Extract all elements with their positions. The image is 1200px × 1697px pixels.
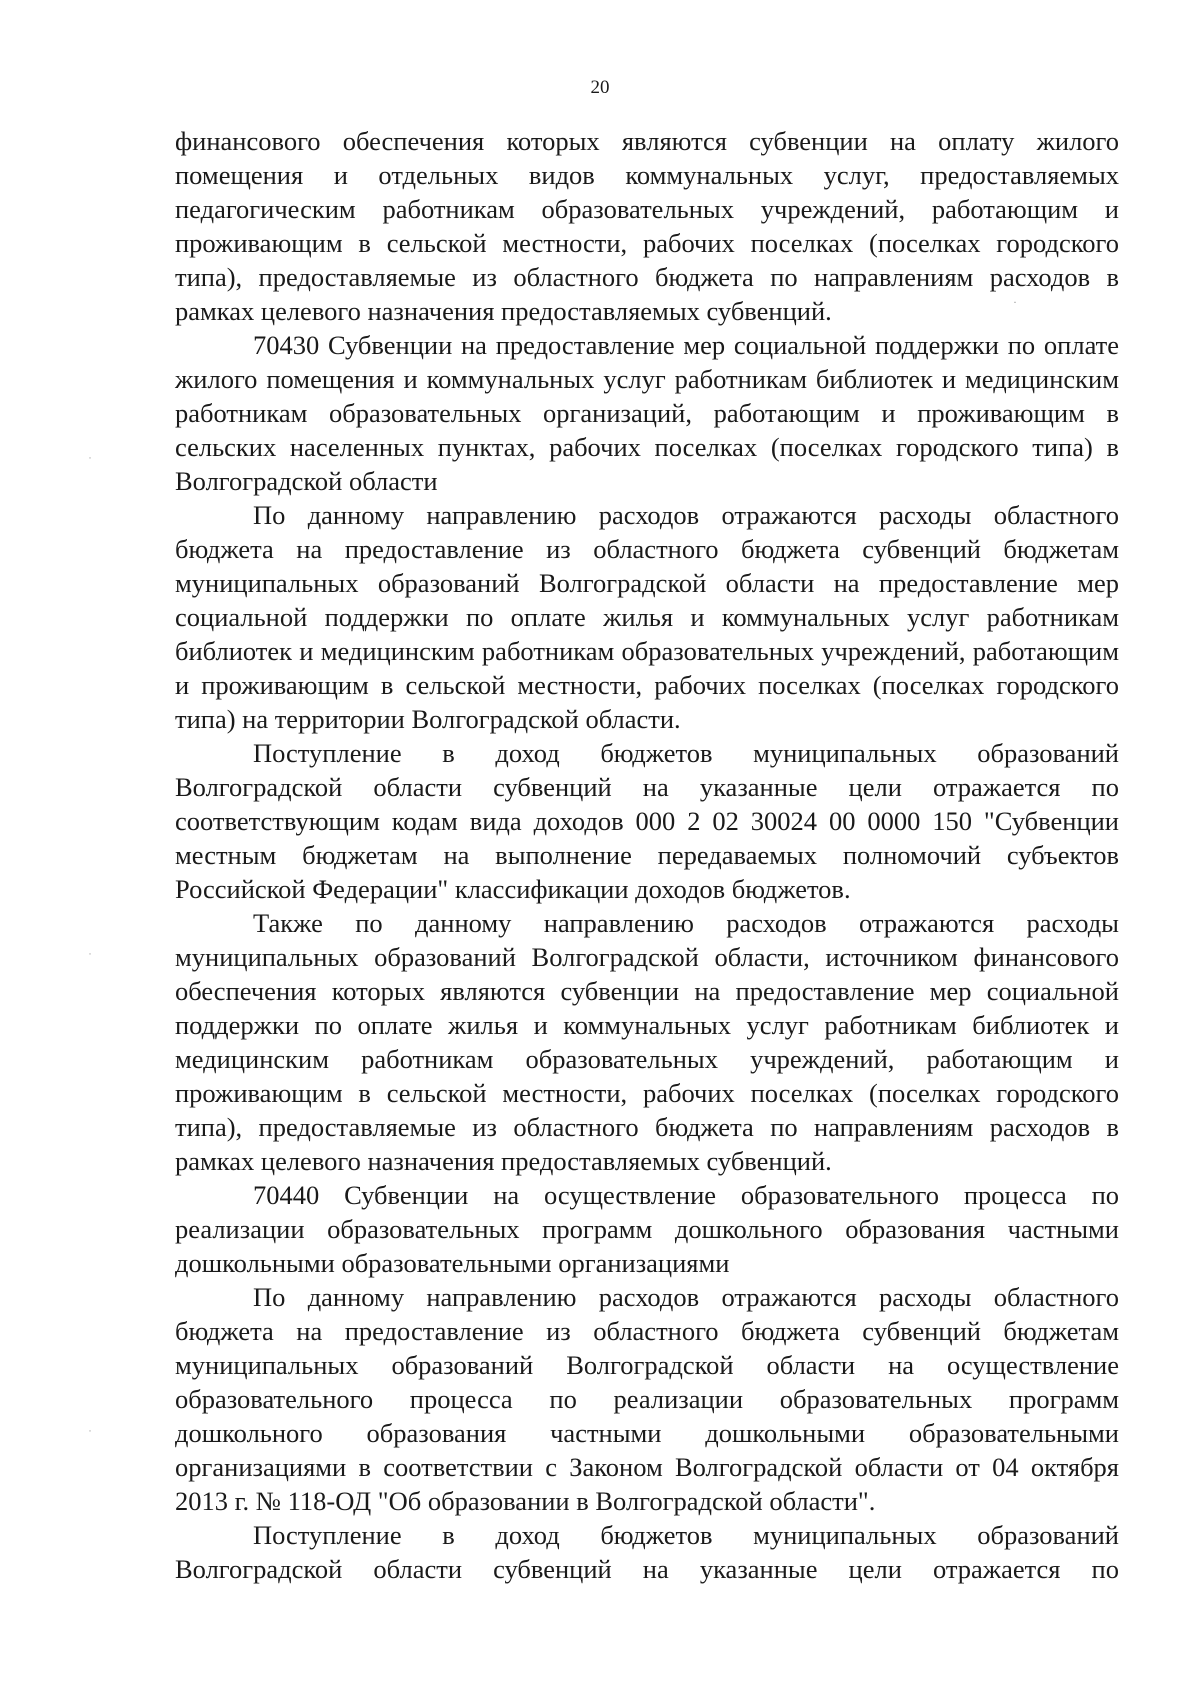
scan-speck-mark: ˙	[88, 1427, 92, 1441]
paragraph-70440-heading: 70440 Субвенции на осуществление образовательного процесса по реализации образовательных программ дошкольного образования частными дошкольными образовательными организациями	[175, 1180, 1119, 1278]
document-body	[175, 124, 1119, 1586]
scan-speck-mark: ˙	[88, 950, 92, 964]
paragraph-70430-revenue: Поступление в доход бюджетов муниципальных образований Волгоградской области субвенций на указанные цели отражается по соответствующим кодам вида доходов 000 2 02 30024 00 0000 150 "Субвенции местным бюджетам на выполнение передаваемых полномочий субъектов Российской Федерации" классификации доходов бюджетов.	[175, 738, 1119, 904]
paragraph-70430-heading: 70430 Субвенции на предоставление мер социальной поддержки по оплате жилого помещения и коммунальных услуг работникам библиотек и медицинским работникам образовательных организаций, работающим и проживающим в сельских населенных пунктах, рабочих поселках (поселках городского типа) в Волгоградской области	[175, 330, 1119, 496]
scan-speck-mark: ˙	[88, 454, 92, 468]
paragraph-70440-expenses: По данному направлению расходов отражаются расходы областного бюджета на предоставление из областного бюджета субвенций бюджетам муниципальных образований Волгоградской области на осуществление образовательного процесса по реализации образовательных программ дошкольного образования частными дошкольными образовательными организациями в соответствии с Законом Волгоградской области от 04 октября 2013 г. № 118-ОД "Об образовании в Волгоградской области".	[175, 1282, 1119, 1516]
paragraph-financing-continuation: финансового обеспечения которых являются субвенции на оплату жилого помещения и отдельных видов коммунальных услуг, предоставляемых педагогическим работникам образовательных учреждений, работающим и проживающим в сельской местности, рабочих поселках (поселках городского типа), предоставляемые из областного бюджета по направлениям расходов в рамках целевого назначения предоставляемых субвенций.	[175, 126, 1119, 326]
page-number: 20	[590, 77, 610, 98]
paragraph-70430-expenses: По данному направлению расходов отражаются расходы областного бюджета на предоставление из областного бюджета субвенций бюджетам муниципальных образований Волгоградской области на предоставление мер социальной поддержки по оплате жилья и коммунальных услуг работникам библиотек и медицинским работникам образовательных учреждений, работающим и проживающим в сельской местности, рабочих поселках (поселках городского типа) на территории Волгоградской области.	[175, 500, 1119, 734]
scan-speck-mark: ·	[1013, 295, 1017, 309]
paragraph-70430-municipal-expenses: Также по данному направлению расходов отражаются расходы муниципальных образований Волгоградской области, источником финансового обеспечения которых являются субвенции на предоставление мер социальной поддержки по оплате жилья и коммунальных услуг работникам библиотек и медицинским работникам образовательных учреждений, работающим и проживающим в сельской местности, рабочих поселках (поселках городского типа), предоставляемые из областного бюджета по направлениям расходов в рамках целевого назначения предоставляемых субвенций.	[175, 908, 1119, 1176]
paragraph-70440-revenue: Поступление в доход бюджетов муниципальных образований Волгоградской области субвенций на указанные цели отражается по	[175, 1520, 1119, 1584]
